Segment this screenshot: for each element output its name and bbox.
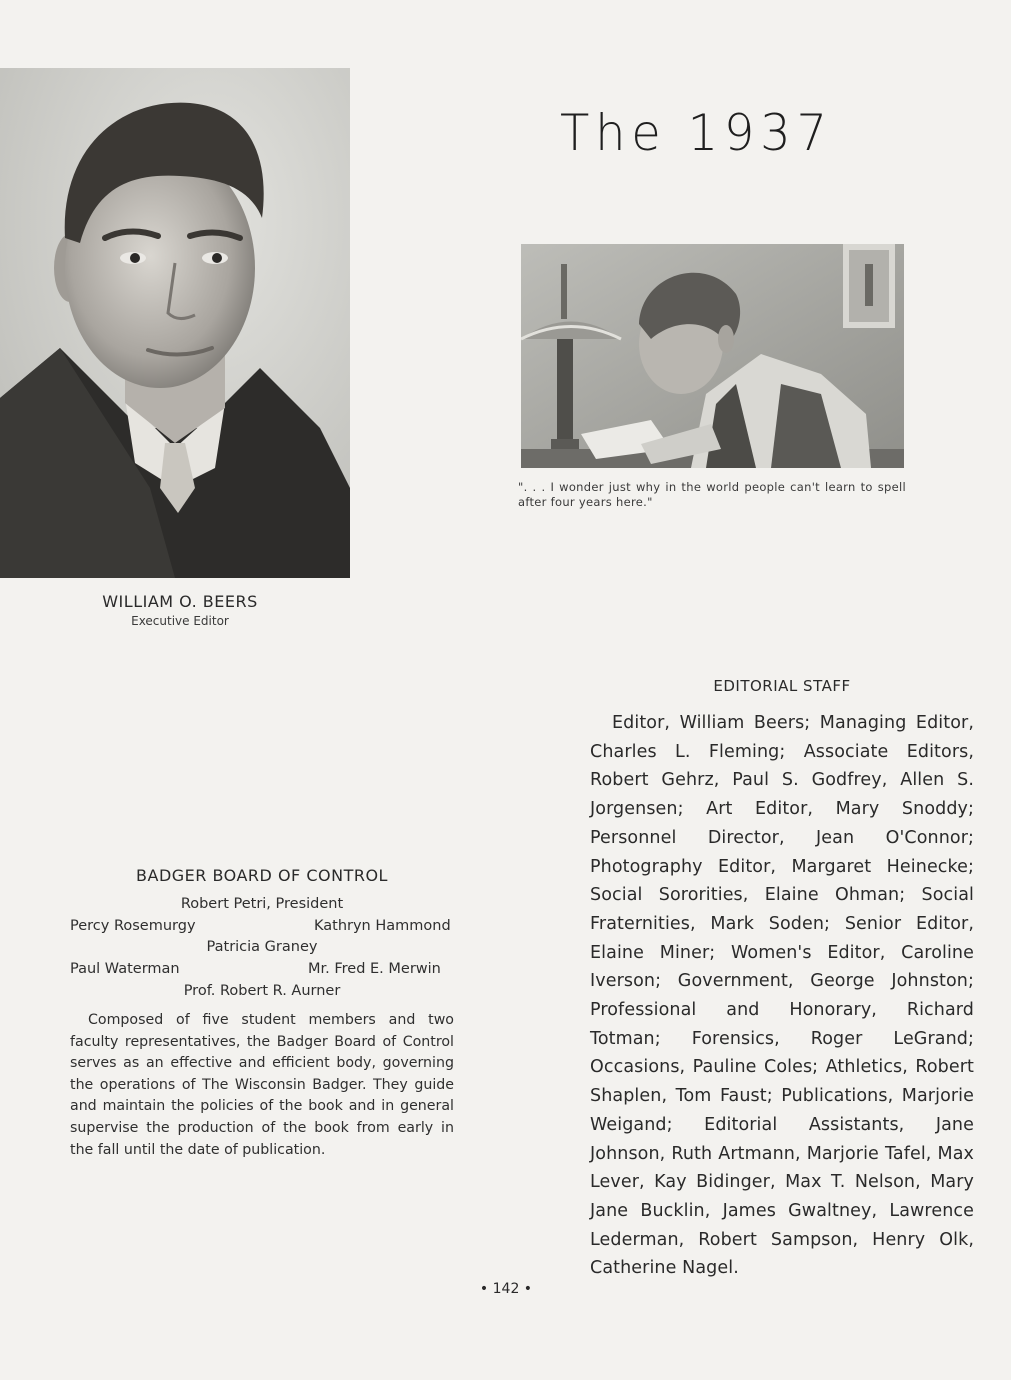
- board-heading: BADGER BOARD OF CONTROL: [136, 866, 388, 885]
- photo-caption: ". . . I wonder just why in the world people can't learn to spell after four years here.": [518, 480, 906, 509]
- portrait-illustration: [0, 68, 350, 578]
- board-member: Percy Rosemurgy: [70, 918, 196, 934]
- portrait-name: WILLIAM O. BEERS: [102, 592, 258, 611]
- board-president: Robert Petri, President: [180, 896, 344, 912]
- board-description: Composed of five student members and two faculty representatives, the Badger Board of Control serves as an effective and efficient body, governing the operations of The Wisconsin Badger. They guide and maintain the policies of the book and in general supervise the production of the book from early in the fall until the date of publication.: [70, 1012, 454, 1158]
- candid-photo: [521, 244, 904, 468]
- portrait-role: Executive Editor: [131, 614, 229, 628]
- board-member: Kathryn Hammond: [314, 918, 451, 934]
- editorial-staff-body: Editor, William Beers; Managing Editor, Charles L. Fleming; Associate Editors, Robert Gehrz, Paul S. Godfrey, Allen S. Jorgensen; Art Editor, Mary Snoddy; Personnel Director, Jean O'Connor; Photography Editor, Margaret Heinecke; Social Sororities, Elaine Ohman; Social Fraternities, Mark Soden; Senior Editor, Elaine Miner; Women's Editor, Caroline Iverson; Government, George Johnston; Professional and Honorary, Richard Totman; Forensics, Roger LeGrand; Occasions, Pauline Coles; Athletics, Robert Shaplen, Tom Faust; Publications, Marjorie Weigand; Editorial Assistants, Jane Johnson, Ruth Artmann, Marjorie Tafel, Max Lever, Kay Bidinger, Max T. Nelson, Mary Jane Bucklin, James Gwaltney, Lawrence Lederman, Robert Sampson, Henry Olk, Catherine Nagel.: [590, 713, 974, 1279]
- page-title: The 1937: [560, 104, 833, 162]
- board-member: Prof. Robert R. Aurner: [183, 983, 341, 999]
- editorial-staff-heading: EDITORIAL STAFF: [713, 677, 851, 695]
- board-member: Paul Waterman: [70, 961, 180, 977]
- portrait-photo: [0, 68, 350, 578]
- page-number: • 142 •: [479, 1281, 533, 1297]
- candid-illustration: [521, 244, 904, 468]
- board-member: Patricia Graney: [206, 939, 318, 955]
- board-member: Mr. Fred E. Merwin: [308, 961, 441, 977]
